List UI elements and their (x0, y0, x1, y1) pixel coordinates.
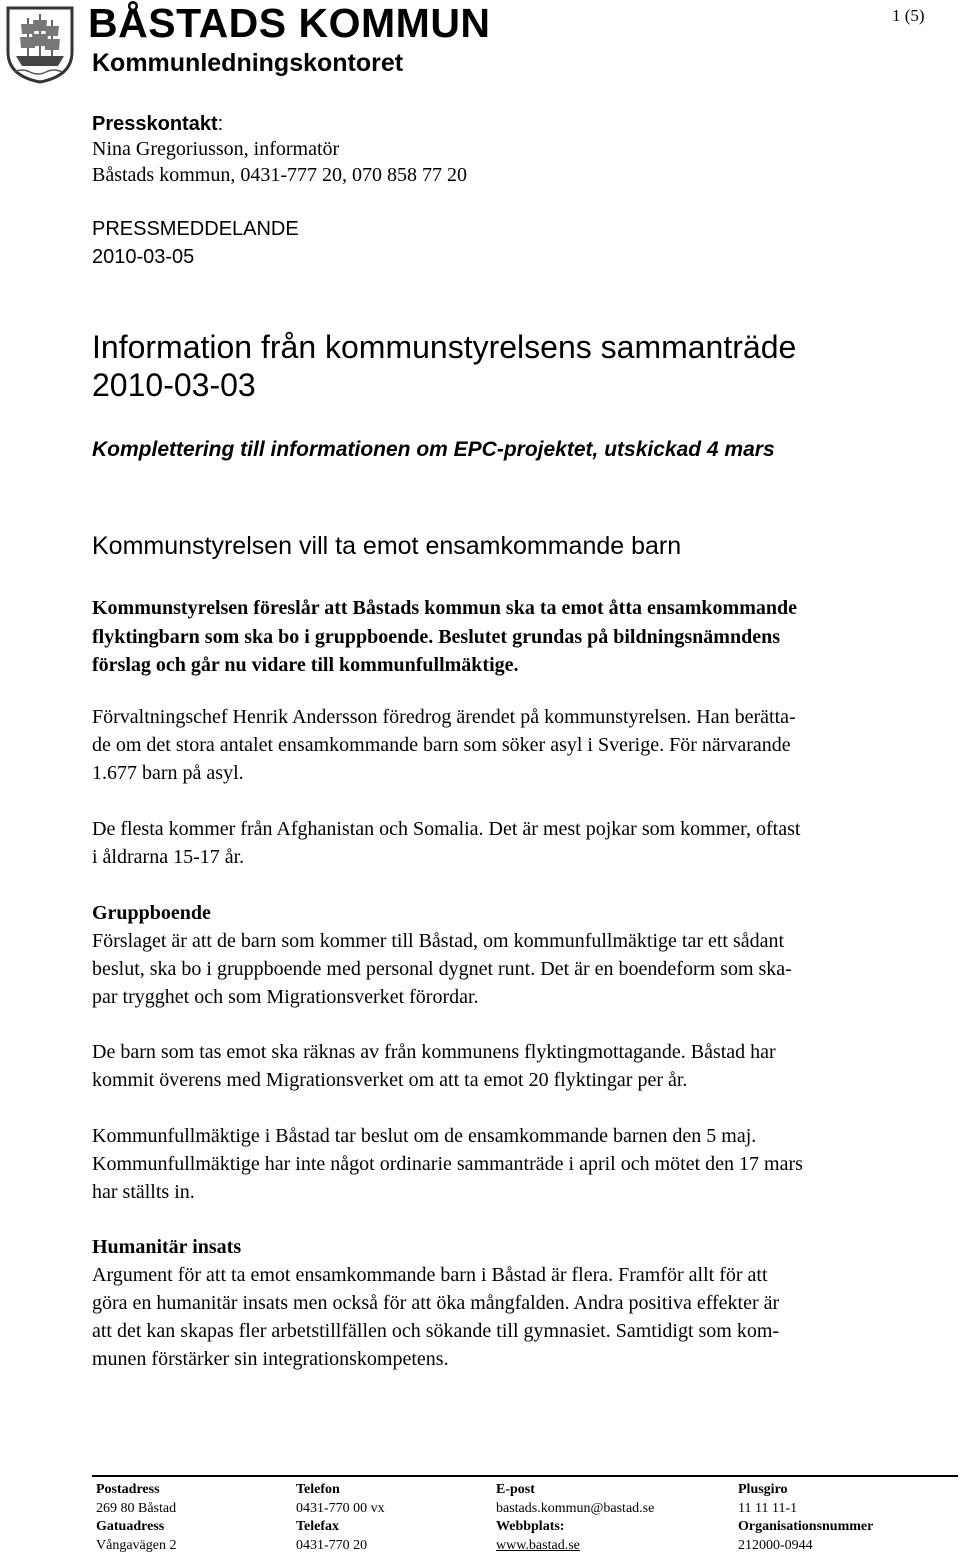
paragraph-line: att det kan skapas fler arbetstillfällen och sökande till gymnasiet. Samtidigt som kom- (92, 1320, 780, 1342)
paragraph-line: flyktingbarn som ska bo i gruppboende. Beslutet grundas på bildningsnämndens (92, 625, 780, 648)
subheading: Gruppboende (92, 902, 211, 924)
paragraph (92, 1122, 960, 1206)
footer-label: Organisationsnummer (738, 1519, 874, 1534)
paragraph-line: i åldrarna 15-17 år. (92, 846, 245, 868)
section-humanitar-insats (92, 1233, 960, 1373)
footer-label: Telefon (296, 1482, 340, 1497)
contact-label-colon: : (217, 113, 224, 135)
footer-column-registration (738, 1481, 873, 1555)
press-release-label: PRESSMEDDELANDE (92, 218, 299, 240)
section-title: Kommunstyrelsen vill ta emot ensamkommande barn (92, 532, 682, 560)
org-unit: Kommunledningskontoret (92, 49, 404, 77)
footer-value: Vångavägen 2 (96, 1537, 177, 1553)
headline: Information från kommunstyrelsens sammanträde (92, 329, 797, 365)
footer-column-email (496, 1481, 654, 1555)
footer-value: 0431-770 20 (296, 1537, 368, 1553)
paragraph-line: Kommunfullmäktige i Båstad tar beslut om de ensamkommande barnen den 5 maj. (92, 1125, 757, 1147)
paragraph-line: kommit överens med Migrationsverket om att ta emot 20 flyktingar per år. (92, 1069, 688, 1091)
footer-label: Gatuadress (96, 1519, 165, 1534)
footer-value: 0431-770 00 vx (296, 1500, 385, 1516)
paragraph-line: har ställts in. (92, 1181, 195, 1203)
footer-label: Postadress (96, 1482, 160, 1497)
footer-label: E-post (496, 1482, 535, 1497)
footer-label: Plusgiro (738, 1482, 788, 1497)
paragraph (92, 1038, 960, 1094)
footer-label: Telefax (296, 1519, 340, 1534)
paragraph (92, 703, 960, 787)
footer-email[interactable]: bastads.kommun@bastad.se (496, 1500, 655, 1516)
paragraph-line: munen förstärker sin integrationskompetens. (92, 1348, 449, 1370)
footer-website-link[interactable]: www.bastad.se (496, 1537, 580, 1553)
paragraph (92, 815, 960, 871)
paragraph-line: Kommunfullmäktige har inte något ordinarie sammanträde i april och mötet den 17 mars (92, 1153, 803, 1175)
contact-details: Båstads kommun, 0431-777 20, 070 858 77 20 (92, 164, 467, 186)
paragraph-line: göra en humanitär insats men också för att öka mångfalden. Andra positiva effekter är (92, 1292, 780, 1314)
headline-date: 2010-03-03 (92, 367, 256, 403)
footer-label: Webbplats: (496, 1519, 565, 1534)
ship-crest-icon (4, 4, 76, 84)
press-release-date: 2010-03-05 (92, 246, 195, 268)
footer-value: 11 11 11-1 (738, 1500, 798, 1516)
paragraph-line: förslag och går nu vidare till kommunfullmäktige. (92, 654, 519, 676)
contact-name: Nina Gregoriusson, informatör (92, 138, 340, 160)
paragraph-line: beslut, ska bo i gruppboende med personal dygnet runt. Det är en boendeform som ska- (92, 958, 792, 980)
paragraph-line: de om det stora antalet ensamkommande barn som söker asyl i Sverige. För närvarande (92, 734, 791, 756)
org-name: BÅSTADS KOMMUN (88, 0, 491, 46)
footer-divider (92, 1475, 958, 1477)
paragraph-line: Förvaltningschef Henrik Andersson föredrog ärendet på kommunstyrelsen. Han berätta- (92, 706, 796, 728)
paragraph-line: 1.677 barn på asyl. (92, 762, 244, 784)
paragraph-line: De barn som tas emot ska räknas av från kommunens flyktingmottagande. Båstad har (92, 1041, 776, 1063)
paragraph-line: Argument för att ta emot ensamkommande barn i Båstad är flera. Framför allt för att (92, 1264, 768, 1286)
subheading: Humanitär insats (92, 1236, 242, 1258)
contact-label-text: Presskontakt (92, 113, 218, 135)
footer-value: 212000-0944 (738, 1537, 813, 1553)
lead-paragraph (92, 594, 960, 680)
contact-label (92, 113, 223, 136)
paragraph-line: De flesta kommer från Afghanistan och Somalia. Det är mest pojkar som kommer, oftast (92, 818, 801, 840)
paragraph-line: par trygghet och som Migrationsverket förordar. (92, 986, 479, 1008)
page-number: 1 (5) (892, 6, 925, 25)
footer-value: 269 80 Båstad (96, 1500, 177, 1516)
footer-column-address (96, 1481, 176, 1555)
footer-column-phone (296, 1481, 385, 1555)
subtitle: Komplettering till informationen om EPC-projektet, utskickad 4 mars (92, 438, 775, 461)
paragraph-line: Förslaget är att de barn som kommer till Båstad, om kommunfullmäktige tar ett sådant (92, 930, 785, 952)
section-gruppboende (92, 899, 960, 1011)
paragraph-line: Kommunstyrelsen föreslår att Båstads kommun ska ta emot åtta ensamkommande (92, 597, 797, 619)
